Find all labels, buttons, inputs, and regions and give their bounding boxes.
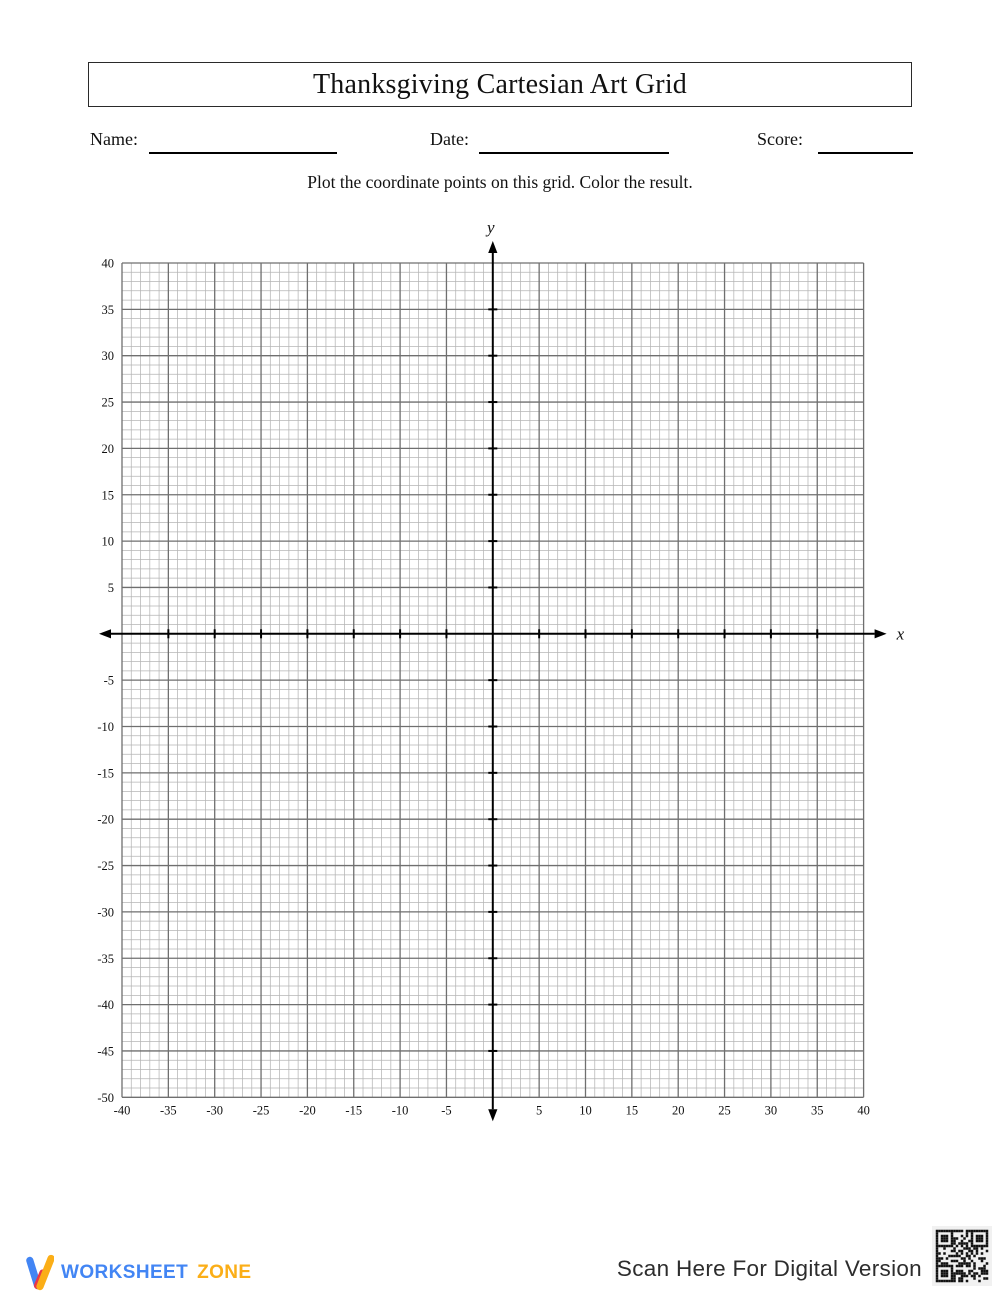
brand-logo [25,1253,252,1293]
y-tick-label: 40 [101,256,114,271]
instruction-text: Plot the coordinate points on this grid. Color the result. [307,172,693,192]
y-tick-label: 20 [101,441,114,456]
x-tick-label: 5 [536,1103,543,1118]
y-tick-label: -15 [97,766,114,781]
x-tick-label: -35 [160,1103,177,1118]
y-tick-label: -40 [97,998,114,1013]
logo-word-zone: ZONE [197,1262,252,1283]
y-tick-label: -5 [103,673,114,688]
name-field-line[interactable] [149,131,337,154]
axes [99,241,887,1121]
name-label: Name: [90,129,138,149]
y-tick-label: 15 [101,488,114,503]
date-label: Date: [430,129,469,149]
qr-code-icon [932,1226,992,1286]
x-tick-label: 30 [764,1103,778,1118]
x-axis-title: x [896,624,905,644]
x-tick-label: -30 [206,1103,224,1118]
x-tick-label: -10 [391,1103,409,1118]
x-tick-label: 15 [625,1103,639,1118]
y-tick-label: -10 [97,720,114,734]
y-tick-label: -45 [97,1044,114,1059]
x-tick-label: -5 [441,1103,452,1118]
logo-stroke-yellow [40,1259,51,1287]
date-field-line[interactable] [479,131,669,154]
cartesian-grid[interactable] [80,205,930,1140]
score-label: Score: [757,129,803,149]
y-tick-label: -35 [97,951,114,966]
x-tick-label: 40 [857,1103,870,1118]
y-tick-label: -25 [97,859,114,874]
y-tick-label: -50 [97,1090,114,1105]
worksheetzone-logo-icon [25,1253,54,1293]
logo-word-worksheet: WORKSHEET [61,1262,189,1283]
x-tick-label: -40 [113,1103,131,1118]
y-tick-label: 35 [101,302,114,317]
page-title: Thanksgiving Cartesian Art Grid [312,68,688,100]
x-tick-label: -20 [299,1103,316,1118]
scan-here-text: Scan Here For Digital Version [616,1256,922,1281]
scan-section [617,1226,992,1286]
score-field-line[interactable] [818,131,913,154]
y-tick-label: 30 [101,349,114,364]
y-tick-label: 5 [107,580,114,595]
x-tick-label: 20 [671,1103,685,1118]
x-tick-label: -15 [345,1103,363,1118]
x-tick-label: 35 [811,1103,824,1118]
x-tick-label: -25 [252,1103,270,1118]
y-tick-labels [97,257,114,1105]
y-tick-label: 10 [101,534,114,549]
y-tick-label: -20 [97,812,114,827]
y-tick-label: 25 [101,395,114,410]
title-box [88,62,912,107]
x-tick-label: 10 [579,1103,592,1118]
y-axis-title: y [487,218,495,237]
x-tick-label: 25 [718,1103,731,1118]
y-tick-label: -30 [97,905,114,920]
